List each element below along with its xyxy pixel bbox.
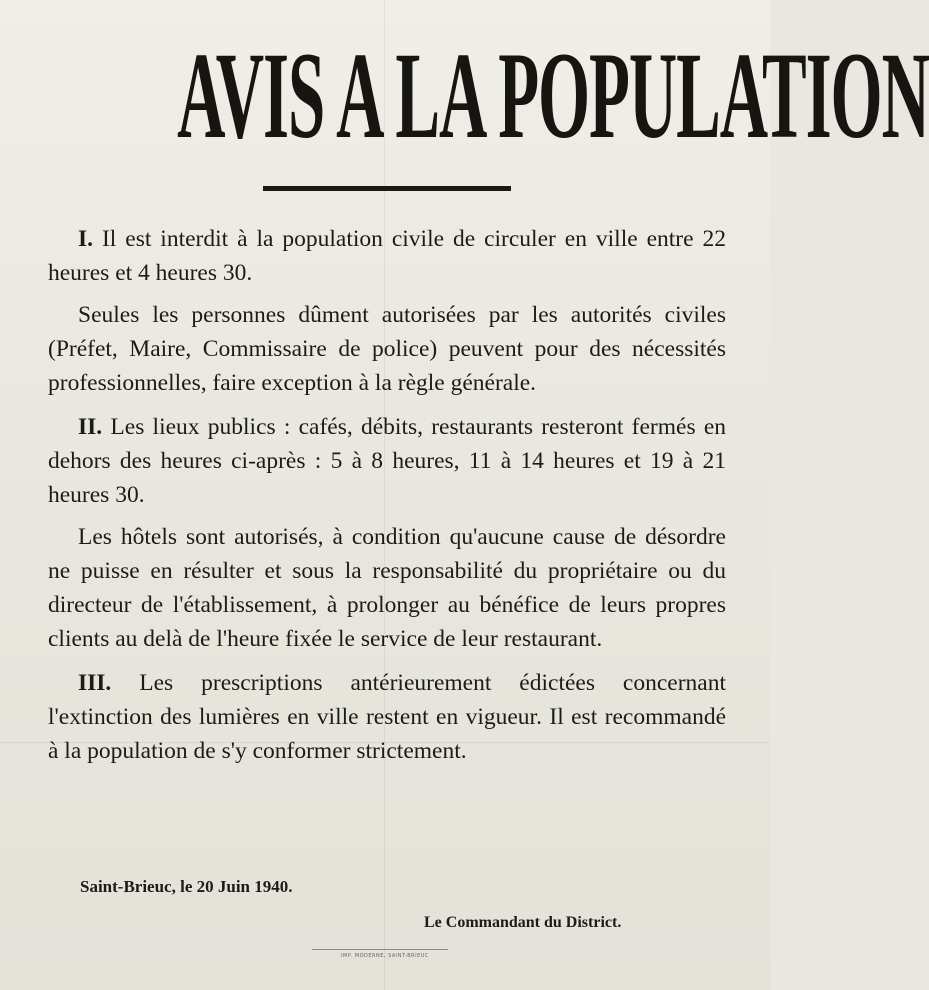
section-2-paragraph	[48, 410, 726, 512]
printer-mark: IMP. MODERNE, SAINT-BRIEUC	[341, 953, 429, 959]
section-1-exception-text: Seules les personnes dûment autorisées par les autorités civiles (Préfet, Maire, Commissaire de police) peuvent pour des nécessités professionnelles, faire exception à la règle générale.	[48, 302, 726, 396]
section-3-text: Les prescriptions antérieurement édictées concernant l'extinction des lumières en ville restent en vigueur. Il est recommandé à la population de s'y conformer strictement.	[48, 670, 726, 764]
section-2-hotels-paragraph	[48, 520, 726, 656]
place-and-date: Saint-Brieuc, le 20 Juin 1940.	[80, 877, 293, 896]
poster-title: AVIS A LA POPULATION	[177, 27, 929, 164]
signature-line: Le Commandant du District.	[424, 914, 622, 931]
poster-body	[48, 222, 726, 776]
section-1-number: I.	[78, 226, 94, 252]
section-1-paragraph	[48, 222, 726, 290]
title-underline-rule	[263, 186, 511, 191]
section-3-paragraph	[48, 666, 726, 768]
section-3-number: III.	[78, 670, 112, 696]
printer-mark-rule	[312, 949, 448, 950]
section-2-text: Les lieux publics : cafés, débits, restaurants resteront fermés en dehors des heures ci-après : 5 à 8 heures, 11 à 14 heures et 19 à 21 heures 30.	[48, 414, 727, 508]
section-1-exception-paragraph	[48, 298, 726, 400]
section-2-hotels-text: Les hôtels sont autorisés, à condition qu'aucune cause de désordre ne puisse en résulter et sous la responsabilité du propriétaire ou du directeur de l'établissement, à prolonger au bénéfice de leurs propres clients au delà de l'heure fixée le service de leur restaurant.	[48, 524, 726, 652]
section-2-number: II.	[78, 414, 103, 440]
section-1-text: Il est interdit à la population civile de circuler en ville entre 22 heures et 4 heures 30.	[48, 226, 726, 286]
